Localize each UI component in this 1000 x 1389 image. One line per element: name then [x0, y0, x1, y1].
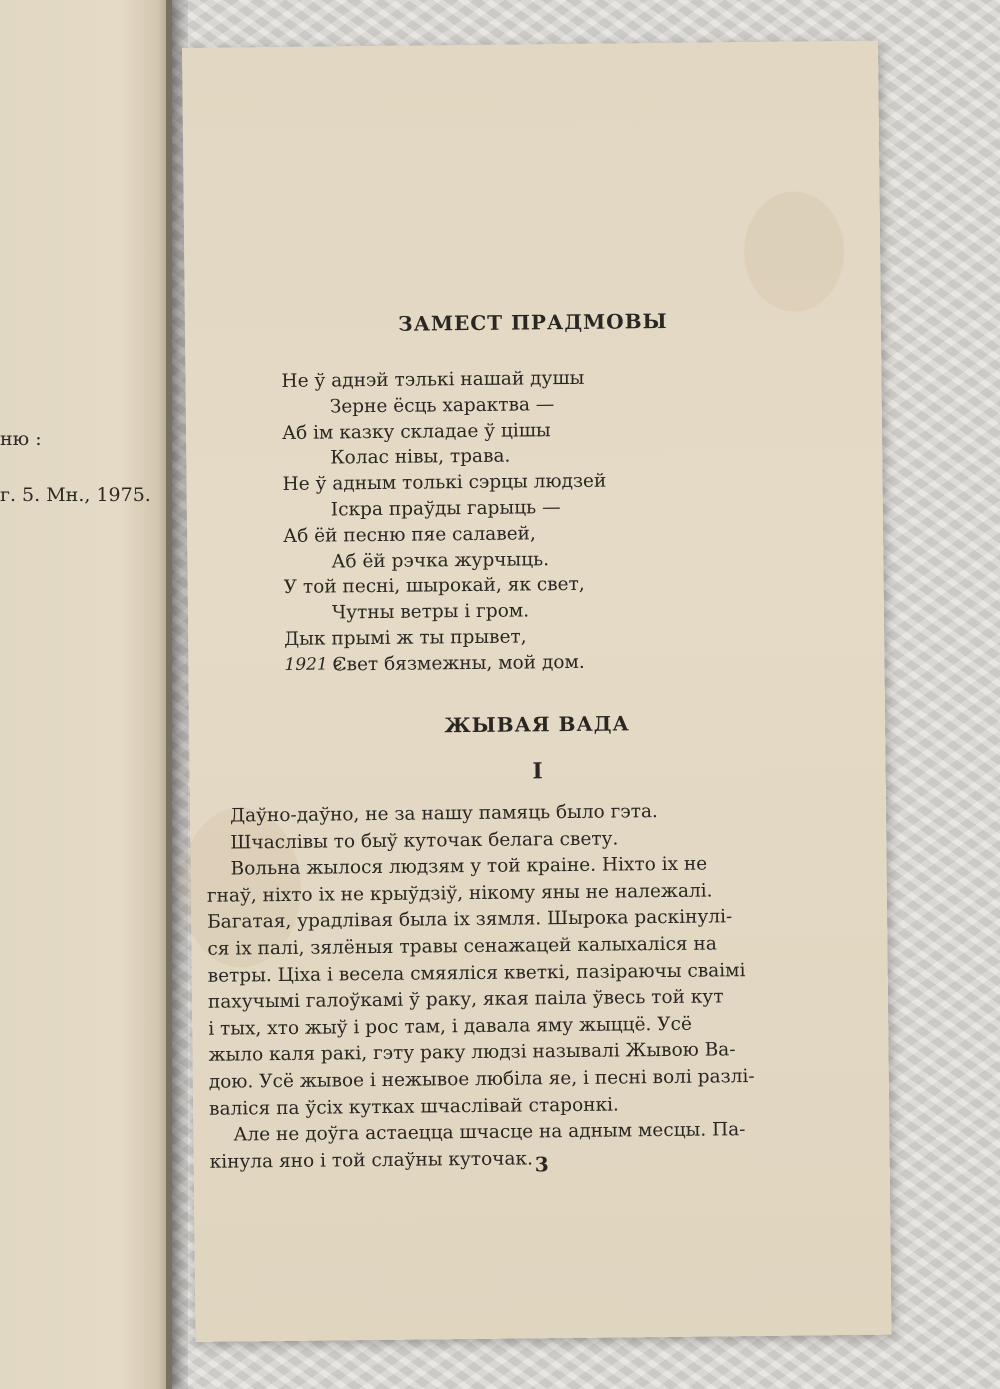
right-page [182, 41, 892, 1342]
poem-line: Не ў аднэй тэлькі нашай душы [281, 367, 585, 392]
story-title: ЖЫВАЯ ВАДА [444, 711, 630, 738]
poem-line: Чутны ветры і гром. [331, 600, 530, 624]
poem-line: У той песні, шырокай, як свет, [283, 574, 585, 599]
text-line: дою. Усё жывое і нежывое любіла яе, і песні волі разлі- [208, 1065, 755, 1093]
text-line: ся іх палі, зялёныя травы сенажацей калыхаліся на [207, 933, 717, 960]
poem-line: Не ў адным толькі сэрцы людзей [282, 470, 607, 496]
text-line: Даўно-даўно, не за нашу памяць было гэта. [229, 801, 658, 827]
poem-line: Аб ёй песню пяе салавей, [283, 523, 536, 547]
text-line: Але не доўга астаецца шчасце на адным месцы. Па- [233, 1119, 746, 1146]
poem-line: Колас нівы, трава. [330, 445, 511, 469]
text-line: ветры. Ціха і весела смяяліся кветкі, пазіраючы сваімі [207, 959, 746, 987]
text-line: валіся па ўсіх кутках шчаслівай старонкі. [209, 1094, 619, 1120]
preface-title: ЗАМЕСТ ПРАДМОВЫ [398, 308, 668, 336]
left-page-line: г. 5. Мн., 1975. [0, 484, 151, 506]
paper-stain [744, 191, 845, 312]
page-number: 3 [534, 1152, 549, 1177]
text-line: пахучымі галоўкамі ў раку, якая паіла ўвесь той кут [207, 986, 724, 1013]
poem-line: Аб ёй рэчка журчыць. [331, 548, 550, 573]
poem-line: Іскра праўды гарыць — [330, 497, 561, 521]
poem-line: Аб ім казку складае ў цішы [281, 419, 551, 444]
story-text [206, 797, 814, 1176]
text-line: жыло каля ракі, гэту раку людзі называлі Жывою Ва- [208, 1039, 736, 1067]
chapter-number: I [532, 758, 543, 785]
poem-line: Свет бязмежны, мой дом. [332, 651, 585, 676]
text-line: Багатая, урадлівая была іх зямля. Шырока раскінулі- [207, 906, 733, 934]
left-page-line: ню : [0, 428, 42, 450]
poem-line: Зерне ёсць характва — [329, 393, 555, 418]
text-line: гнаў, ніхто іх не крыўдзіў, нікому яны не належалі. [206, 880, 713, 907]
text-line: і тых, хто жыў і рос там, і давала яму жыццё. Усё [208, 1013, 693, 1040]
preface-poem [281, 366, 608, 679]
text-line: Шчаслівы то быў куточак белага свету. [230, 828, 619, 854]
text-line: кінула яно і той слаўны куточак. [209, 1148, 534, 1173]
poem-line: Дык прымі ж ты прывет, [284, 626, 527, 650]
poem-date: 1921 г. [284, 654, 348, 675]
text-line: Вольна жылося людзям у той краіне. Ніхто іх не [230, 853, 708, 880]
left-page [0, 0, 172, 1389]
